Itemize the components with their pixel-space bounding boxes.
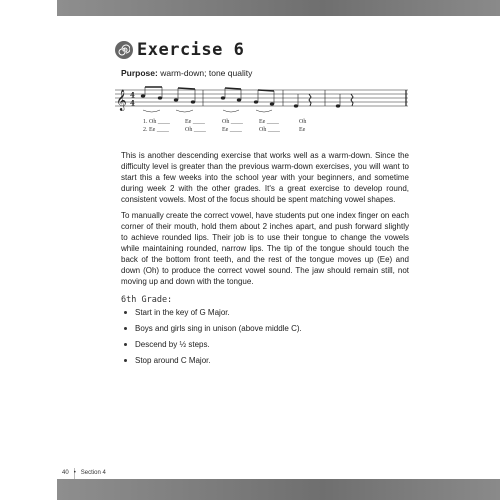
footer-band	[57, 479, 500, 500]
lyric-syllable: Oh ____	[222, 119, 243, 125]
notes-measure-3	[294, 94, 311, 108]
lyric-syllable: Ee ____	[259, 119, 279, 125]
time-sig-top: 4	[130, 90, 135, 100]
grade-heading: 6th Grade:	[121, 295, 173, 305]
purpose-text: warm-down; tone quality	[157, 68, 253, 78]
lyrics-line-1	[143, 119, 306, 125]
list-item: Boys and girls sing in unison (above middle C).	[121, 321, 302, 337]
list-item: Stop around C Major.	[121, 353, 302, 369]
exercise-title: Exercise 6	[137, 40, 245, 60]
lyrics-line-2	[143, 127, 305, 133]
time-sig-bottom: 4	[130, 98, 135, 108]
page-footer	[62, 470, 106, 476]
purpose-line	[121, 68, 252, 78]
spiral-icon	[115, 41, 133, 59]
page-number: 40	[62, 470, 69, 476]
lyric-syllable: Oh ____	[259, 127, 280, 133]
lyric-syllable: Oh	[299, 119, 307, 125]
list-item: Descend by ½ steps.	[121, 337, 302, 353]
music-staff	[110, 84, 410, 122]
lyric-syllable: Ee ____	[222, 127, 242, 133]
section-label: Section 4	[80, 470, 106, 476]
body-paragraph-2: To manually create the correct vowel, have students put one index finger on each corner of their mouth, hold them about 2 inches apart, and push forward slightly to achieve rounded lips. Their job is to use their tongue to change the vowels while maintaining rounded, narrow lips. The tip of the tongue should touch the back of the bottom front teeth, and the rest of the tongue moves up (Ee) and down (Oh) to produce the correct vowel sound. The jaw should remain still, not moving up and down with the tongue.	[121, 211, 409, 286]
header-band	[57, 0, 500, 16]
notes-measure-4	[336, 94, 353, 108]
body-paragraph-1: This is another descending exercise that works well as a warm-down. Since the difficulty level is greater than the previous warm-down exercises, you will want to start this a few weeks into the school year with your beginners, and sometime during week 2 with the other grades. It's a great exercise to develop round, consistent vowels. Most of the focus should be spent matching vowel shapes.	[121, 151, 409, 204]
lyric-syllable: 1. Oh ____	[143, 119, 170, 125]
lyric-syllable: Oh ____	[185, 127, 206, 133]
treble-clef-icon: 𝄞	[116, 90, 127, 111]
lyric-syllable: 2. Ee ____	[143, 127, 169, 133]
grade-list	[121, 305, 302, 369]
list-item: Start in the key of G Major.	[121, 305, 302, 321]
footer-separator: •	[73, 470, 76, 476]
lyric-syllable: Ee	[299, 127, 306, 133]
purpose-label: Purpose:	[121, 68, 158, 78]
lyric-syllable: Ee ____	[185, 119, 205, 125]
